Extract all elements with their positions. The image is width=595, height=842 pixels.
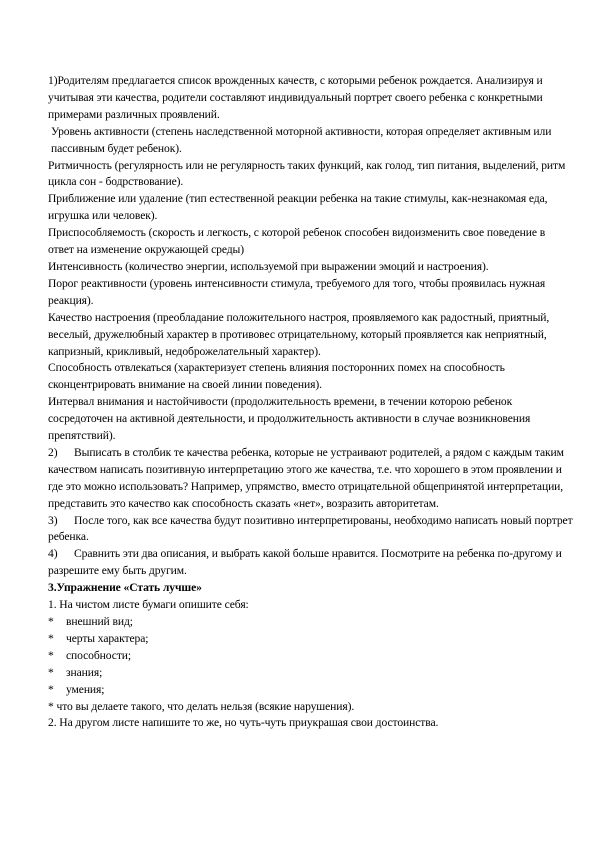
paragraph-activity-level: Уровень активности (степень наследственной моторной активности, которая определяет активным или пассивным будет ребенок).	[51, 124, 552, 155]
paragraph-threshold: Порог реактивности (уровень интенсивности стимула, требуемого для того, чтобы проявилась нужная реакция).	[48, 276, 546, 307]
numbered-item	[48, 546, 573, 580]
paragraph-intensity: Интенсивность (количество энергии, используемой при выражении эмоций и настроения).	[48, 259, 489, 273]
bullet-item	[48, 682, 573, 699]
bullet-item	[48, 648, 573, 665]
numbered-item	[48, 445, 573, 513]
item-text: После того, как все качества будут позитивно интерпретированы, необходимо написать новый портрет ребенка.	[48, 513, 573, 544]
paragraph-adaptability: Приспособляемость (скорость и легкость, с которой ребенок способен видоизменить свое поведение в ответ на изменение окружающей среды)	[48, 226, 546, 257]
document-page	[48, 73, 573, 732]
item-number: 3)	[48, 513, 58, 527]
bullet-mark: *	[48, 682, 54, 696]
bullet-text: умения;	[66, 682, 105, 696]
bullet-text: внешний вид;	[66, 615, 133, 628]
exercise-prohibited-note: * что вы делаете такого, что делать нельзя (всякие нарушения).	[48, 699, 355, 713]
bullet-mark: *	[48, 631, 54, 645]
bullet-text: черты характера;	[66, 631, 149, 645]
item-text: Сравнить эти два описания, и выбрать какой больше нравится. Посмотрите на ребенка по-другому и разрешите ему быть другим.	[48, 547, 562, 578]
exercise-heading: 3.Упражнение «Стать лучше»	[48, 581, 202, 595]
paragraph-mood-quality: Качество настроения (преобладание положительного настроя, проявляемого как радостный, приятный, веселый, дружелюбный характер в противовес отрицательному, который проявляется как неприятный, капризный, крикливый, недоброжелательный характер).	[48, 310, 550, 358]
paragraph-attention-span: Интервал внимания и настойчивости (продолжительность времени, в течении которою ребенок сосредоточен на активной деятельности, и продолжительность активности в случае возникновения препятствий).	[48, 395, 531, 443]
exercise-step-1: 1. На чистом листе бумаги опишите себя:	[48, 598, 249, 612]
item-number: 4)	[48, 547, 58, 561]
bullet-item	[48, 614, 573, 631]
bullet-text: способности;	[66, 648, 132, 662]
numbered-item	[48, 513, 573, 547]
bullet-mark: *	[48, 665, 54, 679]
item-text: Выписать в столбик те качества ребенка, которые не устраивают родителей, а рядом с каждым таким качеством написать позитивную интерпретацию этого же качества, т.е. что хорошего в этом проявлении и где это можно использовать? Например, упрямство, вместо отрицательной общепринятой интерпретации, представить это качество как способность сказать «нет», возразить авторитетам.	[48, 445, 564, 510]
bullet-mark: *	[48, 615, 54, 628]
exercise-step-2: 2. На другом листе напишите то же, но чуть-чуть приукрашая свои достоинства.	[48, 716, 439, 730]
paragraph-rhythmicity: Ритмичность (регулярность или не регулярность таких функций, как голод, тип питания, выделений, ритм цикла сон - бодрствование).	[48, 158, 566, 189]
paragraph-approach-withdrawal: Приближение или удаление (тип естественной реакции ребенка на такие стимулы, как-незнакомая еда, игрушка или человек).	[48, 192, 548, 223]
bullet-mark: *	[48, 648, 54, 662]
item-number: 2)	[48, 445, 58, 459]
paragraph-distractibility: Способность отвлекаться (характеризует степень влияния посторонних помех на способность сконцентрировать внимание на своей линии поведения).	[48, 361, 505, 392]
bullet-text: знания;	[66, 665, 103, 679]
paragraph-intro: 1)Родителям предлагается список врожденных качеств, с которыми ребенок рождается. Анализируя и учитывая эти качества, родители составляют индивидуальный портрет своего ребенка с конкретными примерами различных проявлений.	[48, 74, 543, 121]
bullet-item	[48, 631, 573, 648]
bullet-item	[48, 665, 573, 682]
